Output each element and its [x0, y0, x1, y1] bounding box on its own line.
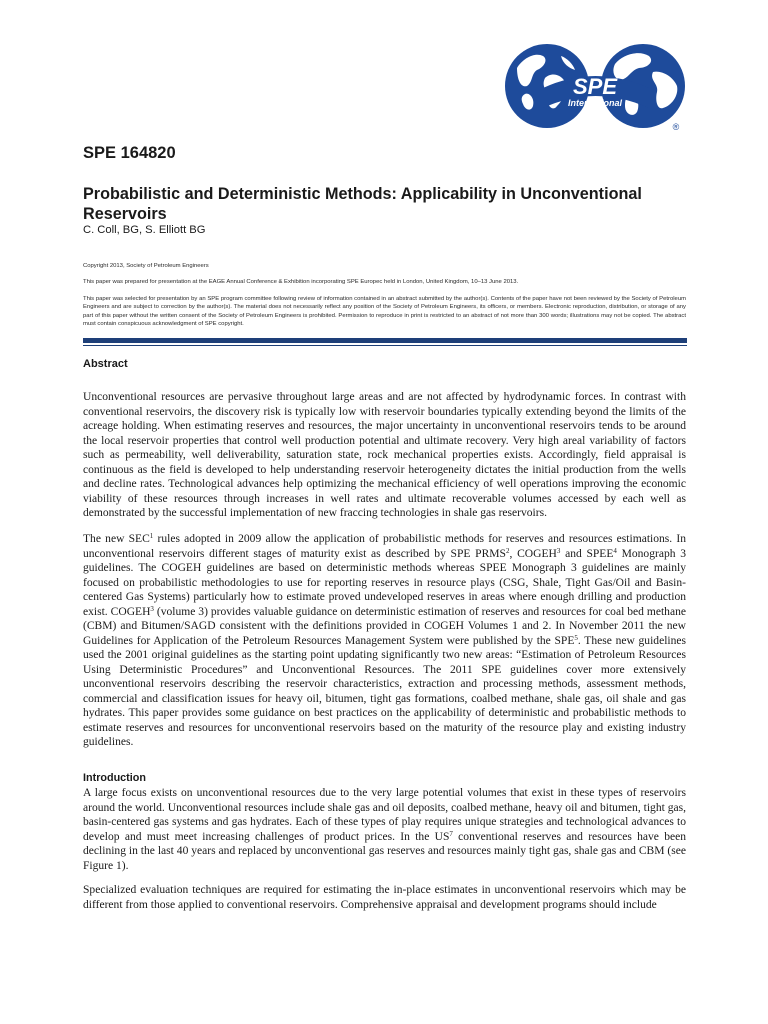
- header-divider-thin: [83, 345, 687, 346]
- paper-title: Probabilistic and Deterministic Methods: Applicability in Unconventional Reservoirs: [83, 185, 642, 223]
- authors: C. Coll, BG, S. Elliott BG: [83, 224, 206, 236]
- copyright-line: Copyright 2013, Society of Petroleum Engineers: [83, 263, 209, 269]
- selection-note: This paper was selected for presentation by an SPE program committee following review of information contained in an abstract submitted by the author(s). Contents of the paper have not been reviewed by the Society of Petroleum Engineers and are subject to correction by the author(s). The material does not necessarily reflect any position of the Society of Petroleum Engineers, its officers, or members. Electronic reproduction, distribution, or storage of any part of this paper without the written consent of the Society of Petroleum Engineers is prohibited. Permission to reproduce in print is restricted to an abstract of not more than 300 words; illustrations may not be copied. The abstract must contain conspicuous acknowledgment of SPE copyright.: [83, 296, 686, 328]
- registered-mark: ®: [672, 122, 680, 132]
- presentation-note: This paper was prepared for presentation at the EAGE Annual Conference & Exhibition incorporating SPE Europec held in London, United Kingdom, 10–13 June 2013.: [83, 279, 519, 285]
- logo-subtext: International: [567, 98, 623, 108]
- header-divider-thick: [83, 338, 687, 343]
- introduction-paragraph-1: A large focus exists on unconventional resources due to the very large potential volumes that exist in these types of reservoirs around the world. Unconventional resources include shale gas and oil deposits, coalbed methane, heavy oil and bitumen, tight gas, basin-centered gas systems and gas hydrates. Each of these types of play requires unique strategies and technological advances to develop and must meet increasing challenges of product prices. In the $US^7$ conventional reserves and resources have been declining in the last 40 years and replaced by unconventional gas reserves and resources mainly tight gas, shale gas and CBM (see Figure 1).: [83, 787, 686, 872]
- abstract-paragraph-1: Unconventional resources are pervasive throughout large areas and are not affected by hydrodynamic forces. In contrast with conventional reservoirs, the discovery risk is typically low with reservoir boundaries typically extending beyond the limits of the acreage holding. When estimating reserves and resources, the major uncertainty in unconventional reservoirs tends to be around the local reservoir properties that control well production potential and ultimate recovery. Very high areal variability of factors such as permeability, well deliverability, saturation state, rock mechanical properties exists. Accordingly, field appraisal is continuous as the field is developed to help understanding reservoir heterogeneity dictates the initial production from the wells and decline rates. Technological advances help optimizing the mechanical efficiency of well operations improving the economic viability of these resources through increases in well rates and ultimate recoverable volumes accessed by each well as demonstrated by the successful implementation of new fraccing technologies in shale gas reservoirs.: [83, 391, 686, 519]
- introduction-heading: Introduction: [83, 772, 146, 784]
- spe-international-logo: [503, 42, 688, 132]
- introduction-paragraph-2: Specialized evaluation techniques are required for estimating the in-place estimates in unconventional reservoirs which may be different from those applied to conventional reservoirs. Comprehensive appraisal and development programs should include: [83, 884, 686, 911]
- logo-wordmark: SPE: [572, 74, 618, 99]
- paper-number: SPE 164820: [83, 144, 176, 162]
- abstract-paragraph-2: The new SEC$^1$ rules adopted in 2009 allow the application of probabilistic methods for reserves and resources estimations. In unconventional reservoirs different stages of maturity exist as described by SPE PRMS$^2$, COGEH$^3$ and SPEE$^4$ Monograph 3 guidelines. The COGEH guidelines are based on deterministic methods whereas SPEE Monograph 3 guidelines are mainly focused on probabilistic methodologies to use for reporting reserves in resource plays (CSG, Shale, Tight Gas/Oil and Basin-centered Gas Systems) particularly how to estimate proved undeveloped reserves in areas where enough drilling and production exist. COGEH$^3$ (volume 3) provides valuable guidance on deterministic estimation of reserves and resources for coal bed methane (CBM) and Bitumen/SAGD consistent with the definitions provided in COGEH Volumes 1 and 2. In November 2011 the new Guidelines for Application of the Petroleum Resources Management System were published by the SPE$^5$. These new guidelines used the 2001 original guidelines as the starting point updating significantly two new areas: “Estimation of Petroleum Resources Using Deterministic Procedures” and Unconventional Resources. The 2011 SPE guidelines cover more extensively unconventional reservoirs describing the reservoir characteristics, extraction and processing methods, assessment methods, commercial and classification issues for heavy oil, bitumen, tight gas formations, coalbed methane, shale gas, oil shale and gas hydrates. This paper provides some guidance on best practices on the applicability of deterministic and probabilistic methods to estimate reserves and resources for unconventional reservoirs based on the maturity of the resource play and existing industry guidelines.: [83, 532, 686, 748]
- abstract-heading: Abstract: [83, 358, 128, 370]
